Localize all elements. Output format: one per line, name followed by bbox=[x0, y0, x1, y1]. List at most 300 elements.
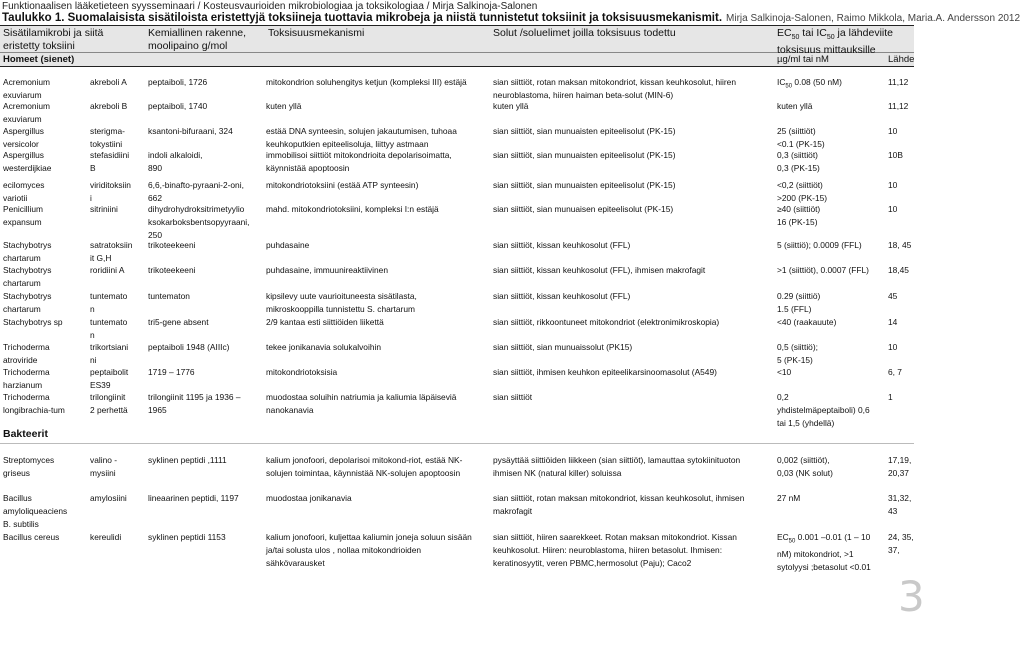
cell-line: atroviride bbox=[3, 354, 38, 365]
cell-line: Bacillus bbox=[3, 493, 32, 503]
col-header-microbe bbox=[3, 27, 103, 53]
cell-microbe bbox=[3, 149, 51, 175]
cell-line: expansum bbox=[3, 216, 42, 227]
cell-line: 31,32, bbox=[888, 493, 912, 503]
cell-mechanism bbox=[266, 179, 418, 192]
cell-line: kalium jonofoori, depolarisoi mitokond-riot, estää NK- bbox=[266, 455, 463, 465]
cell-chemistry bbox=[148, 100, 207, 113]
cell-line: mahd. mitokondriotoksiini, kompleksi I:n estäjä bbox=[266, 204, 439, 214]
col-header-source: Lähde bbox=[888, 54, 915, 65]
cell-microbe bbox=[3, 203, 43, 229]
cell-line: muodostaa jonikanavia bbox=[266, 493, 352, 503]
header-event: Funktionaalisen lääketieteen syysseminaari / Kosteusvaurioiden mikrobiologiaa ja toksikologiaa / Mirja Salkinoja-Salonen bbox=[2, 1, 538, 12]
cell-line: valino - bbox=[90, 455, 117, 465]
cell-line: 0,3 (PK-15) bbox=[777, 162, 820, 173]
cell-mechanism bbox=[266, 366, 337, 379]
cell-line: sian siittiöt, kissan keuhkosolut (FFL) bbox=[493, 291, 631, 301]
cell-mechanism bbox=[266, 454, 462, 480]
cell-source bbox=[888, 531, 914, 557]
section-bacteria-rule bbox=[0, 443, 914, 444]
cell-mechanism bbox=[266, 149, 452, 175]
cell-mechanism bbox=[266, 531, 472, 569]
cell-line: ja/tai solusta ulos , nollaa mitokondrioiden bbox=[266, 544, 422, 555]
cell-cells bbox=[493, 454, 740, 480]
cell-line: mysiini bbox=[90, 467, 116, 478]
cell-mechanism bbox=[266, 76, 467, 89]
cell-chemistry bbox=[148, 316, 209, 329]
cell-line: 11,12 bbox=[888, 77, 909, 87]
cell-line: tekee jonikanavia solukalvoihin bbox=[266, 342, 381, 352]
cell-line: Stachybotrys bbox=[3, 265, 52, 275]
cell-line: variotii bbox=[3, 192, 28, 203]
cell-cells bbox=[493, 341, 632, 354]
cell-line: <40 (raakauute) bbox=[777, 317, 837, 327]
cell-line: keuhkosolut. Hiiren: neuroblastoma, hiiren betasolut. Ihmisen: bbox=[493, 544, 723, 555]
cell-line: 10 bbox=[888, 204, 898, 214]
cell-toxin bbox=[90, 239, 132, 265]
cell-line: pysäyttää siittiöiden liikkeen (sian siittiöt), lamauttaa sytokiinituoton bbox=[493, 455, 741, 465]
cell-ec50 bbox=[777, 341, 818, 367]
cell-line: <10 bbox=[777, 367, 792, 377]
cell-line: trilongiinit 1195 ja 1936 – bbox=[148, 392, 241, 402]
cell-line: chartarum bbox=[3, 303, 41, 314]
cell-line: amylosiini bbox=[90, 493, 127, 503]
cell-line: B bbox=[90, 162, 96, 173]
cell-line: $EC_{50}$ 0.001 –0.01 (1 – 10 bbox=[777, 532, 871, 545]
cell-line: 250 bbox=[148, 229, 162, 240]
cell-mechanism bbox=[266, 203, 439, 216]
cell-line: sitriniini bbox=[90, 204, 118, 214]
cell-toxin bbox=[90, 76, 127, 89]
cell-line: 18, 45 bbox=[888, 240, 912, 250]
cell-line: ES39 bbox=[90, 379, 111, 390]
cell-cells bbox=[493, 531, 737, 569]
header-top-rule bbox=[0, 25, 914, 26]
cell-source bbox=[888, 341, 897, 354]
cell-line: tai 1,5 (yhdellä) bbox=[777, 417, 835, 428]
cell-cells bbox=[493, 125, 675, 138]
table-title bbox=[2, 12, 1020, 24]
cell-line: 10 bbox=[888, 180, 898, 190]
cell-line: 0,03 (NK solut) bbox=[777, 467, 833, 478]
cell-line: trikortsiani bbox=[90, 342, 129, 352]
cell-toxin bbox=[90, 125, 125, 151]
cell-line: roridiini A bbox=[90, 265, 125, 275]
cell-microbe bbox=[3, 366, 50, 392]
cell-cells bbox=[493, 492, 744, 518]
cell-cells bbox=[493, 264, 705, 277]
section-bacteria: Bakteerit bbox=[3, 428, 48, 440]
cell-line: 45 bbox=[888, 291, 898, 301]
cell-line: ihmisen NK (natural killer) soluissa bbox=[493, 467, 622, 478]
cell-toxin bbox=[90, 179, 131, 205]
cell-line: <0,2 (siittiöt) bbox=[777, 180, 823, 190]
cell-source bbox=[888, 239, 911, 252]
cell-line: sähkövarausket bbox=[266, 557, 325, 568]
cell-ec50 bbox=[777, 264, 869, 277]
cell-line: tuntematon bbox=[148, 291, 190, 301]
cell-line: trikoteekeeni bbox=[148, 240, 196, 250]
cell-line: 0,002 (siittiöt), bbox=[777, 455, 830, 465]
cell-line: longibrachia-tum bbox=[3, 404, 65, 415]
cell-line: kuten yllä bbox=[493, 101, 529, 111]
cell-line: mitokondriotoksiini (estää ATP synteesin) bbox=[266, 180, 419, 190]
cell-line: harzianum bbox=[3, 379, 43, 390]
cell-microbe bbox=[3, 391, 65, 417]
cell-chemistry bbox=[148, 179, 244, 205]
cell-line: keratinosyytit, veren PBMC,hermosolut (Paju); Caco2 bbox=[493, 557, 692, 568]
cell-line: ksokarboksbentsopyyraani, bbox=[148, 216, 250, 227]
col-header-chemistry bbox=[148, 27, 246, 53]
cell-chemistry bbox=[148, 454, 227, 467]
cell-line: griseus bbox=[3, 467, 30, 478]
cell-line: kuten yllä bbox=[777, 101, 813, 111]
page-number: 3 bbox=[898, 572, 925, 621]
cell-toxin bbox=[90, 149, 129, 175]
cell-line: sian siittiöt bbox=[493, 392, 533, 402]
cell-line: Stachybotrys sp bbox=[3, 317, 63, 327]
cell-mechanism bbox=[266, 239, 309, 252]
cell-source bbox=[888, 290, 897, 303]
cell-chemistry bbox=[148, 391, 241, 417]
cell-mechanism bbox=[266, 492, 352, 505]
cell-cells bbox=[493, 391, 532, 404]
cell-line: akreboli A bbox=[90, 77, 127, 87]
cell-source bbox=[888, 76, 908, 89]
cell-line: makrofagit bbox=[493, 505, 533, 516]
cell-microbe bbox=[3, 100, 50, 126]
cell-source bbox=[888, 391, 893, 404]
cell-microbe bbox=[3, 264, 51, 290]
cell-source bbox=[888, 316, 897, 329]
cell-line: immobilisoi siittiöt mitokondrioita depolarisoimatta, bbox=[266, 150, 452, 160]
cell-toxin bbox=[90, 492, 127, 505]
cell-toxin bbox=[90, 316, 127, 342]
cell-ec50 bbox=[777, 100, 812, 113]
cell-line: 10 bbox=[888, 126, 898, 136]
cell-line: mitokondrion soluhengitys ketjun (kompleksi III) estäjä bbox=[266, 77, 467, 87]
cell-line: tuntemato bbox=[90, 291, 128, 301]
cell-chemistry bbox=[148, 203, 250, 241]
cell-line: syklinen peptidi 1153 bbox=[148, 532, 226, 542]
cell-cells bbox=[493, 203, 673, 216]
cell-line: stefasidiini bbox=[90, 150, 130, 160]
cell-mechanism bbox=[266, 391, 456, 417]
cell-cells bbox=[493, 149, 675, 162]
cell-chemistry bbox=[148, 531, 226, 544]
cell-line: peptaiboli 1948 (AIIIc) bbox=[148, 342, 230, 352]
cell-line: chartarum bbox=[3, 277, 41, 288]
cell-line: 1.5 (FFL) bbox=[777, 303, 812, 314]
cell-cells bbox=[493, 366, 717, 379]
cell-line: syklinen peptidi ,1111 bbox=[148, 455, 227, 465]
cell-line: lineaarinen peptidi, 1197 bbox=[148, 493, 239, 503]
cell-line: sytolyysi ;betasolut <0.01 bbox=[777, 562, 871, 573]
cell-line: Acremonium bbox=[3, 77, 51, 87]
cell-line: $IC_{50}$ 0.08 (50 nM) bbox=[777, 77, 842, 90]
cell-chemistry bbox=[148, 366, 195, 379]
cell-ec50 bbox=[777, 76, 842, 93]
cell-line: dihydrohydroksitrimetyylio bbox=[148, 204, 245, 214]
cell-ec50 bbox=[777, 125, 825, 151]
cell-line: keuhkoputkien epiteelisoluja, liittyy astmaan bbox=[266, 138, 429, 149]
cell-line: sterigma- bbox=[90, 126, 125, 136]
cell-line: yhdistelmäpeptaiboli) 0,6 bbox=[777, 404, 870, 415]
cell-line: 0,5 (siittiö); bbox=[777, 342, 818, 352]
col-header-microbe-line2: eristetty toksiini bbox=[3, 40, 75, 52]
cell-source bbox=[888, 366, 902, 379]
cell-line: sian siittiöt, hiiren saarekkeet. Rotan maksan mitokondriot. Kissan bbox=[493, 532, 737, 542]
cell-source bbox=[888, 149, 903, 162]
cell-line: 0,2 bbox=[777, 392, 789, 402]
cell-source bbox=[888, 492, 911, 518]
cell-mechanism bbox=[266, 316, 384, 329]
cell-line: 5 (siittiö); 0.0009 (FFL) bbox=[777, 240, 862, 250]
cell-microbe bbox=[3, 76, 50, 102]
cell-line: Trichoderma bbox=[3, 342, 50, 352]
cell-line: Stachybotrys bbox=[3, 240, 52, 250]
cell-line: 10B bbox=[888, 150, 903, 160]
cell-source bbox=[888, 203, 897, 216]
cell-chemistry bbox=[148, 264, 196, 277]
cell-chemistry bbox=[148, 290, 190, 303]
cell-line: sian siittiöt, sian munuaisten epiteelisolut (PK-15) bbox=[493, 150, 676, 160]
cell-line: satratoksiin bbox=[90, 240, 133, 250]
cell-mechanism bbox=[266, 290, 417, 316]
cell-toxin bbox=[90, 290, 127, 316]
cell-line: indoli alkaloidi, bbox=[148, 150, 203, 160]
cell-line: n bbox=[90, 329, 95, 340]
cell-line: Trichoderma bbox=[3, 367, 50, 377]
cell-line: 0.29 (siittiö) bbox=[777, 291, 821, 301]
cell-line: sian siittiöt, rotan maksan mitokondriot, kissan keuhkosolut, hiiren bbox=[493, 77, 736, 87]
cell-microbe bbox=[3, 492, 67, 530]
cell-line: 20,37 bbox=[888, 467, 909, 478]
cell-line: estää DNA synteesin, solujen jakautumisen, tuhoaa bbox=[266, 126, 457, 136]
cell-line: peptaibolit bbox=[90, 367, 129, 377]
cell-line: kipsilevy uute vaurioituneesta sisätilasta, bbox=[266, 291, 417, 301]
table-title-text: Taulukko 1. Suomalaisista sisätiloista eristettyjä toksiineja tuottavia mikrobeja ja niistä tunnistetut toksiinit ja toksisuusmekanismit. bbox=[2, 12, 723, 24]
cell-line: 24, 35, bbox=[888, 532, 914, 542]
cell-line: it G,H bbox=[90, 252, 112, 263]
cell-line: kalium jonofoori, kuljettaa kaliumin joneja soluun sisään bbox=[266, 532, 472, 542]
cell-line: 25 (siittiöt) bbox=[777, 126, 816, 136]
cell-ec50 bbox=[777, 149, 820, 175]
cell-line: peptaiboli, 1740 bbox=[148, 101, 208, 111]
cell-line: i bbox=[90, 192, 92, 203]
cell-line: tri5-gene absent bbox=[148, 317, 209, 327]
cell-line: 27 nM bbox=[777, 493, 801, 503]
cell-line: sian siittiöt, kissan keuhkosolut (FFL) bbox=[493, 240, 631, 250]
cell-line: sian siittiöt, rikkoontuneet mitokondriot (elektronimikroskopia) bbox=[493, 317, 720, 327]
cell-microbe bbox=[3, 239, 51, 265]
cell-toxin bbox=[90, 454, 117, 480]
cell-line: käynnistää apoptoosin bbox=[266, 162, 350, 173]
cell-cells bbox=[493, 316, 719, 329]
cell-cells bbox=[493, 179, 675, 192]
table-authors: Mirja Salkinoja-Salonen, Raimo Mikkola, Maria.A. Andersson 2012 bbox=[726, 13, 1020, 24]
cell-line: amyloliqueaciens bbox=[3, 505, 68, 516]
cell-ec50 bbox=[777, 239, 862, 252]
cell-line: trilongiinit bbox=[90, 392, 126, 402]
cell-ec50 bbox=[777, 391, 870, 429]
cell-line: sian siittiöt, sian munuaisten epiteelisolut (PK-15) bbox=[493, 126, 676, 136]
cell-line: 6,6,-binafto-pyraani-2-oni, bbox=[148, 180, 244, 190]
cell-line: sian siittiöt, sian munuaisten epiteelisolut (PK-15) bbox=[493, 180, 676, 190]
cell-mechanism bbox=[266, 264, 388, 277]
cell-chemistry bbox=[148, 341, 229, 354]
cell-line: kuten yllä bbox=[266, 101, 302, 111]
cell-line: Streptomyces bbox=[3, 455, 55, 465]
cell-source bbox=[888, 454, 911, 480]
section-fungi: Homeet (sienet) bbox=[3, 54, 75, 65]
cell-microbe bbox=[3, 290, 51, 316]
cell-line: Acremonium bbox=[3, 101, 51, 111]
cell-line: exuviarum bbox=[3, 89, 42, 100]
col-header-units: µg/ml tai nM bbox=[777, 54, 829, 65]
cell-toxin bbox=[90, 100, 127, 113]
cell-line: Penicillium bbox=[3, 204, 44, 214]
cell-cells bbox=[493, 239, 630, 252]
cell-line: 1 bbox=[888, 392, 893, 402]
col-header-mechanism: Toksisuusmekanismi bbox=[268, 27, 365, 39]
cell-line: <0.1 (PK-15) bbox=[777, 138, 825, 149]
cell-chemistry bbox=[148, 239, 196, 252]
cell-line: nanokanavia bbox=[266, 404, 314, 415]
cell-line: tokystiini bbox=[90, 138, 123, 149]
cell-line: puhdasaine, immuunireaktiivinen bbox=[266, 265, 388, 275]
cell-mechanism bbox=[266, 100, 301, 113]
cell-line: mitokondriotoksisia bbox=[266, 367, 338, 377]
cell-line: nM) mitokondriot, >1 bbox=[777, 549, 854, 560]
cell-line: Bacillus cereus bbox=[3, 532, 60, 542]
cell-line: >1 (siittiöt), 0.0007 (FFL) bbox=[777, 265, 869, 275]
cell-source bbox=[888, 264, 909, 277]
cell-line: B. subtilis bbox=[3, 518, 39, 529]
cell-line: 2 perhettä bbox=[90, 404, 128, 415]
cell-microbe bbox=[3, 341, 50, 367]
col-header-ec50-line2: toksisuus mittauksille bbox=[777, 44, 876, 57]
cell-line: 37, bbox=[888, 544, 900, 555]
cell-line: trikoteekeeni bbox=[148, 265, 196, 275]
cell-source bbox=[888, 100, 908, 113]
cell-chemistry bbox=[148, 492, 239, 505]
cell-line: muodostaa soluihin natriumia ja kaliumia läpäiseviä bbox=[266, 392, 457, 402]
cell-line: 2/9 kantaa esti siittiöiden liikettä bbox=[266, 317, 384, 327]
cell-line: akreboli B bbox=[90, 101, 128, 111]
cell-line: >200 (PK-15) bbox=[777, 192, 828, 203]
cell-line: sian siittiöt, sian munuaisen epiteelisolut (PK-15) bbox=[493, 204, 674, 214]
col-header-microbe-line1: Sisätilamikrobi ja siitä bbox=[3, 27, 104, 39]
cell-line: ecilomyces bbox=[3, 180, 45, 190]
cell-chemistry bbox=[148, 149, 202, 175]
cell-ec50 bbox=[777, 454, 833, 480]
cell-line: ksantoni-bifuraani, 324 bbox=[148, 126, 233, 136]
cell-line: 16 (PK-15) bbox=[777, 216, 818, 227]
cell-line: n bbox=[90, 303, 95, 314]
cell-microbe bbox=[3, 454, 54, 480]
cell-toxin bbox=[90, 341, 128, 367]
cell-line: viriditoksiin bbox=[90, 180, 131, 190]
header-bottom-rule bbox=[0, 66, 914, 67]
cell-toxin bbox=[90, 203, 118, 216]
cell-line: versicolor bbox=[3, 138, 39, 149]
cell-line: sian siittiöt, sian munuaissolut (PK15) bbox=[493, 342, 633, 352]
cell-mechanism bbox=[266, 341, 381, 354]
col-header-ec50-line1: $EC_{50}$ tai $IC_{50}$ ja lähdeviite bbox=[777, 27, 893, 42]
cell-toxin bbox=[90, 264, 124, 277]
cell-line: peptaiboli, 1726 bbox=[148, 77, 208, 87]
cell-toxin bbox=[90, 531, 121, 544]
cell-chemistry bbox=[148, 125, 233, 138]
cell-line: ni bbox=[90, 354, 97, 365]
cell-line: kereulidi bbox=[90, 532, 122, 542]
cell-mechanism bbox=[266, 125, 457, 151]
cell-microbe bbox=[3, 179, 44, 205]
cell-line: 6, 7 bbox=[888, 367, 902, 377]
cell-microbe bbox=[3, 125, 44, 151]
cell-line: chartarum bbox=[3, 252, 41, 263]
cell-microbe bbox=[3, 316, 63, 329]
cell-line: westerdijkiae bbox=[3, 162, 52, 173]
cell-line: puhdasaine bbox=[266, 240, 310, 250]
cell-line: 0,3 (siittiöt) bbox=[777, 150, 818, 160]
cell-chemistry bbox=[148, 76, 207, 89]
cell-microbe bbox=[3, 531, 59, 544]
cell-ec50 bbox=[777, 203, 820, 229]
cell-ec50 bbox=[777, 316, 836, 329]
cell-cells bbox=[493, 76, 736, 102]
cell-line: Stachybotrys bbox=[3, 291, 52, 301]
cell-line: sian siittiöt, kissan keuhkosolut (FFL), ihmisen makrofagit bbox=[493, 265, 706, 275]
cell-line: 5 (PK-15) bbox=[777, 354, 813, 365]
cell-line: Aspergillus bbox=[3, 126, 44, 136]
cell-line: Aspergillus bbox=[3, 150, 44, 160]
cell-ec50 bbox=[777, 179, 827, 205]
cell-line: 11,12 bbox=[888, 101, 909, 111]
cell-line: 662 bbox=[148, 192, 162, 203]
cell-ec50 bbox=[777, 492, 800, 505]
cell-line: 1719 – 1776 bbox=[148, 367, 195, 377]
cell-line: exuviarum bbox=[3, 113, 42, 124]
cell-line: 43 bbox=[888, 505, 898, 516]
cell-toxin bbox=[90, 391, 128, 417]
cell-ec50 bbox=[777, 531, 871, 574]
cell-source bbox=[888, 179, 897, 192]
cell-line: ≥40 (siittiöt) bbox=[777, 204, 821, 214]
cell-cells bbox=[493, 100, 528, 113]
cell-line: neuroblastoma, hiiren haiman beta-solut (MIN-6) bbox=[493, 89, 674, 100]
col-header-chemistry-line2: moolipaino g/mol bbox=[148, 40, 228, 52]
cell-line: 17,19, bbox=[888, 455, 912, 465]
cell-line: 1965 bbox=[148, 404, 167, 415]
cell-toxin bbox=[90, 366, 128, 392]
cell-line: 10 bbox=[888, 342, 898, 352]
cell-line: sian siittiöt, ihmisen keuhkon epiteelikarsinoomasolut (A549) bbox=[493, 367, 717, 377]
col-header-chemistry-line1: Kemiallinen rakenne, bbox=[148, 27, 247, 39]
cell-line: mikroskooppilla tunnistettu S. chartarum bbox=[266, 303, 415, 314]
cell-ec50 bbox=[777, 290, 820, 316]
cell-line: solujen toimintaa, käynnistää NK-solujen apoptoosin bbox=[266, 467, 461, 478]
cell-line: Trichoderma bbox=[3, 392, 50, 402]
col-header-cells: Solut /soluelimet joilla toksisuus todettu bbox=[493, 27, 676, 39]
cell-line: sian siittiöt, rotan maksan mitokondriot, kissan keuhkosolut, ihmisen bbox=[493, 493, 745, 503]
cell-cells bbox=[493, 290, 630, 303]
cell-line: 14 bbox=[888, 317, 898, 327]
cell-line: tuntemato bbox=[90, 317, 128, 327]
cell-line: 18,45 bbox=[888, 265, 909, 275]
cell-source bbox=[888, 125, 897, 138]
